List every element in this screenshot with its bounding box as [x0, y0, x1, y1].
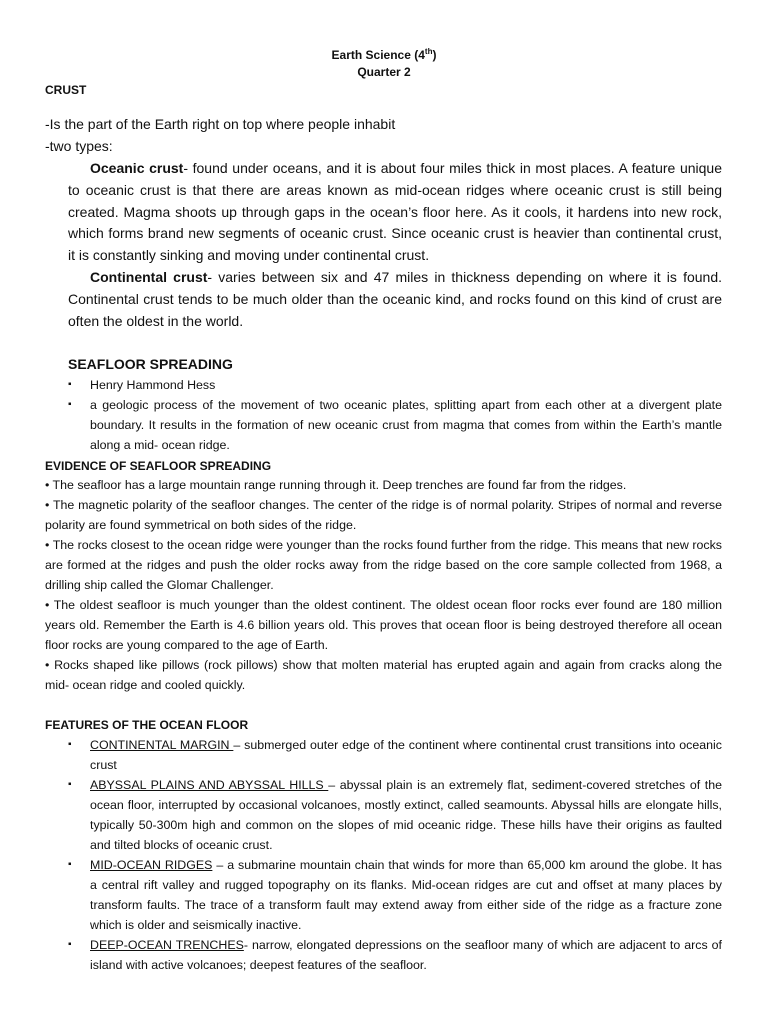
list-item: ▪ Henry Hammond Hess [68, 375, 722, 395]
continental-crust-paragraph [68, 267, 722, 332]
evidence-item: • The rocks closest to the ocean ridge were younger than the rocks found further from the ridge. This means that new rocks are formed at the ridges and push the older rocks away from the ridge based on the core sample collected from 1968, a drilling ship called the Glomar Challenger. [45, 538, 722, 592]
evidence-heading: EVIDENCE OF SEAFLOOR SPREADING [45, 459, 272, 473]
feature-text: - narrow, elongated depressions on the seafloor many of which are adjacent to arcs of island with active volcanoes; deepest features of the seafloor. [90, 938, 722, 972]
quarter-label: Quarter 2 [357, 65, 411, 79]
oceanic-crust-text: - found under oceans, and it is about four miles thick in most places. A feature unique to oceanic crust is that there are areas known as mid-ocean ridges where oceanic crust is still being created. Magma shoots up through gaps in the ocean’s floor here. As it cools, it hardens into new rock, which forms brand new segments of oceanic crust. Since oceanic crust is heavier than continental crust, it is constantly sinking and moving under continental crust. [68, 160, 722, 264]
evidence-item: • The oldest seafloor is much younger than the oldest continent. The oldest ocean floor rocks ever found are 180 million years old. Remember the Earth is 4.6 billion years old. This proves that ocean floor is being destroyed therefore all ocean floor rocks are young compared to the age of Earth. [45, 598, 722, 652]
document-title [0, 47, 768, 63]
oceanic-crust-paragraph [68, 158, 722, 267]
feature-text: – a submarine mountain chain that winds for more than 65,000 km around the globe. It has a central rift valley and rugged topography on its flanks. Mid-ocean ridges are cut and offset at many places by transform faults. The trace of a transform fault may extend away from either side of the ridge as a fracture zone which is older and seismically inactive. [90, 858, 722, 932]
features-list [68, 735, 722, 975]
title-superscript: th [424, 47, 433, 56]
evidence-item: • Rocks shaped like pillows (rock pillows) show that molten material has erupted again and again from cracks along the mid- ocean ridge and cooled quickly. [45, 658, 722, 692]
feature-term: ABYSSAL PLAINS AND ABYSSAL HILLS [90, 778, 329, 792]
title-text: Earth Science (4 [331, 48, 425, 62]
feature-text: – abyssal plain is an extremely flat, sediment-covered stretches of the ocean floor, interrupted by occasional volcanoes, mostly extinct, called seamounts. Abyssal hills are elongate hills, typically 50-300m high and common on the slopes of mid oceanic ridge. These hills have their origins as faulted and tilted blocks of oceanic crust. [90, 778, 722, 852]
feature-term: CONTINENTAL MARGIN [90, 738, 234, 752]
list-item [68, 735, 722, 775]
feature-text: – submerged outer edge of the continent where continental crust transitions into oceanic crust [90, 738, 722, 772]
feature-term: MID-OCEAN RIDGES [90, 858, 213, 872]
list-item [68, 935, 722, 975]
list-item: ▪ a geologic process of the movement of two oceanic plates, splitting apart from each other at a divergent plate boundary. It results in the formation of new oceanic crust from magma that comes from within the Earth’s mantle along a mid- ocean ridge. [68, 395, 722, 455]
crust-line-2: -two types: [45, 138, 113, 154]
evidence-item: • The magnetic polarity of the seafloor changes. The center of the ridge is of normal polarity. Stripes of normal and reverse polarity are found symmetrical on both sides of the ridge. [45, 498, 722, 532]
continental-crust-term: Continental crust [90, 269, 208, 285]
seafloor-spreading-list [68, 375, 722, 455]
title-suffix: ) [432, 48, 437, 62]
seafloor-spreading-heading: SEAFLOOR SPREADING [68, 356, 233, 372]
list-item [68, 855, 722, 935]
features-heading: FEATURES OF THE OCEAN FLOOR [45, 718, 249, 732]
evidence-list [45, 475, 722, 695]
crust-heading: CRUST [45, 83, 87, 97]
evidence-item: • The seafloor has a large mountain range running through it. Deep trenches are found far from the ridges. [45, 478, 627, 492]
continental-crust-text: - varies between six and 47 miles in thickness depending on where it is found. Continental crust tends to be much older than the oceanic kind, and rocks found on this kind of crust are often the oldest in the world. [68, 269, 722, 329]
crust-line-1: -Is the part of the Earth right on top where people inhabit [45, 116, 396, 132]
list-item [68, 775, 722, 855]
feature-term: DEEP-OCEAN TRENCHES [90, 938, 244, 952]
oceanic-crust-term: Oceanic crust [90, 160, 184, 176]
